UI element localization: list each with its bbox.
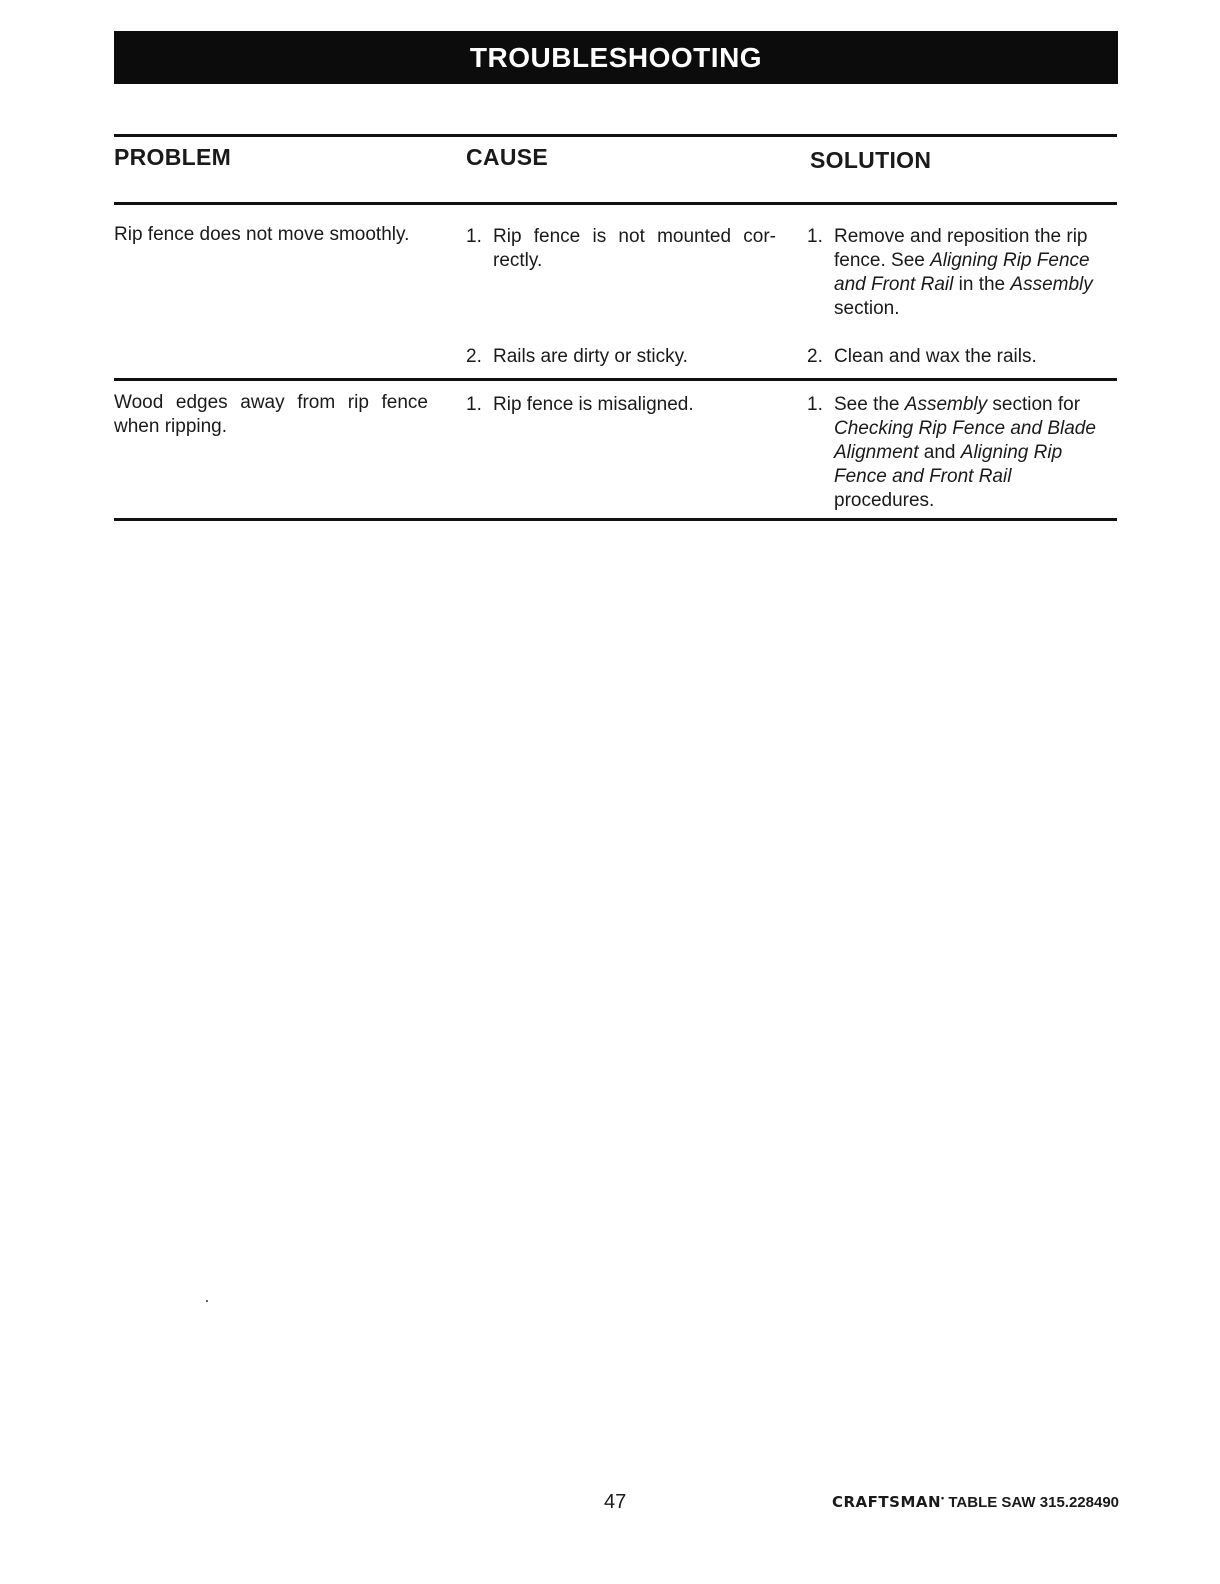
product-name: TABLE SAW 315.228490 [948,1494,1120,1511]
row1-solution1-text-b: in the [953,274,1011,295]
header-bottom-rule [114,202,1117,205]
row1-solution1 [807,225,1117,321]
row1-solution2 [807,345,1117,369]
row2-solution1-ref-checking: Checking Rip Fence and Blade Alignment [834,418,1096,463]
row2-solution1-text-a: See the [834,394,905,415]
row2-cause1-number: 1. [466,394,482,415]
footer-product-line [832,1493,1119,1511]
row1-solution1-text-c: section. [834,298,900,319]
row1-cause1-number: 1. [466,226,482,247]
row1-cause2 [466,345,776,369]
row2-solution1-ref-aligning: Aligning Rip Fence and Front Rail [834,442,1063,487]
page-title: TROUBLESHOOTING [469,41,763,73]
row2-solution1-number: 1. [807,394,823,415]
row1-cause1 [466,225,776,273]
brand-logo: CRAFTSMAN [832,1493,942,1511]
row1-solution1-text-a: Remove and reposition the rip fence. See [834,226,1088,271]
page-number: 47 [604,1491,627,1513]
row2-solution1-text-d: procedures. [834,490,935,511]
row2-cause1-text: Rip fence is misaligned. [493,394,694,415]
row1-solution1-ref-assembly: Assembly [1010,274,1093,295]
row1-cause1-line2: rectly. [493,250,543,271]
row1-solution1-ref-aligning: Aligning Rip Fence and Front Rail [834,250,1090,295]
header-top-rule [114,134,1117,137]
row1-solution2-text: Clean and wax the rails. [834,346,1037,367]
row1-cause2-number: 2. [466,346,482,367]
row1-solution1-number: 1. [807,226,823,247]
table-bottom-rule [114,518,1117,521]
row2-problem-line1: Wood edges away from rip fence [114,392,428,413]
header-cause: CAUSE [466,144,549,170]
row2-problem [114,391,428,439]
row2-solution1-text-c: and [918,442,961,463]
header-solution: SOLUTION [810,147,932,173]
row1-cause2-text: Rails are dirty or sticky. [493,346,688,367]
trademark-mark: • [941,1493,945,1503]
row1-problem: Rip fence does not move smoothly. [114,224,410,245]
row2-solution1-ref-assembly: Assembly [904,394,988,415]
row2-solution1 [807,393,1117,513]
row2-cause1 [466,393,776,417]
row1-cause1-line1: Rip fence is not mounted cor- [493,226,776,247]
row-divider-rule [114,378,1117,381]
header-problem: PROBLEM [114,144,232,170]
title-banner [114,31,1118,84]
row2-solution1-text-b: section for [987,394,1081,415]
scan-speck [206,1300,208,1302]
row1-solution2-number: 2. [807,346,823,367]
row2-problem-line2: when ripping. [114,416,228,437]
